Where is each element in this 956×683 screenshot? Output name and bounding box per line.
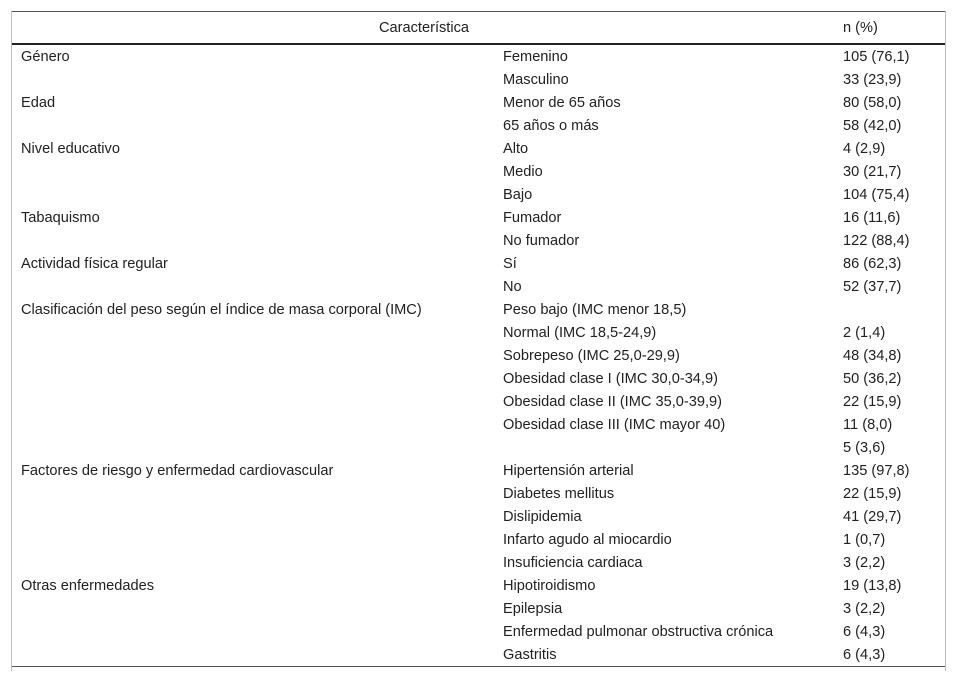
row-value: 3 (2,2) [843,554,886,571]
table-row [11,275,945,298]
table-header [11,12,945,45]
row-category [11,551,503,574]
row-category: Clasificación del peso según el índice de masa corporal (IMC) [21,301,422,318]
row-value: 16 (11,6) [843,209,901,226]
row-value: 11 (8,0) [843,416,893,433]
header-row [11,12,945,45]
table-row [11,574,945,597]
row-category [11,597,503,620]
row-value: 2 (1,4) [843,324,886,341]
row-category: Edad [21,94,56,111]
row-category: Tabaquismo [21,209,100,226]
characteristics-table-container [11,11,945,667]
row-item: Masculino [503,71,569,88]
row-category [11,183,503,206]
row-category [11,344,503,367]
row-value: 41 (29,7) [843,508,902,525]
table-row [11,321,945,344]
row-category [11,321,503,344]
row-item [503,436,837,459]
row-item: Obesidad clase III (IMC mayor 40) [503,416,726,433]
row-item: Gastritis [503,643,837,667]
table-row [11,413,945,436]
row-value: 1 (0,7) [843,531,886,548]
table-row [11,68,945,91]
table-row [11,459,945,482]
row-item: Hipotiroidismo [503,577,596,594]
row-item: Sí [503,255,517,272]
row-category: Actividad física regular [21,255,168,272]
row-value: 33 (23,9) [843,71,902,88]
row-item: Epilepsia [503,600,563,617]
row-value: 80 (58,0) [843,94,902,111]
row-value: 22 (15,9) [843,393,902,410]
table-row [11,344,945,367]
row-category [11,275,503,298]
row-value: 48 (34,8) [843,347,902,364]
row-item: Sobrepeso (IMC 25,0-29,9) [503,347,680,364]
row-category: Nivel educativo [21,140,120,157]
row-category [11,436,503,459]
row-category [11,643,503,667]
row-item: Menor de 65 años [503,94,621,111]
row-category [11,160,503,183]
row-item: Alto [503,140,529,157]
row-category: Factores de riesgo y enfermedad cardiovascular [21,462,334,479]
table-row [11,482,945,505]
row-value: 6 (4,3) [843,623,886,640]
row-value: 50 (36,2) [843,370,902,387]
table-row [11,229,945,252]
row-category [11,68,503,91]
table-row [11,44,945,68]
row-item: Bajo [503,186,533,203]
table-row [11,206,945,229]
row-value: 58 (42,0) [843,117,902,134]
table-row [11,436,945,459]
row-item: Peso bajo (IMC menor 18,5) [503,301,687,318]
row-value [837,298,945,321]
table-row [11,505,945,528]
row-value: 104 (75,4) [843,186,910,203]
row-value: 4 (2,9) [843,140,886,157]
row-category [11,229,503,252]
row-category [11,390,503,413]
row-item: Medio [503,163,543,180]
row-category: Otras enfermedades [21,577,155,594]
row-item: No fumador [503,232,580,249]
table-row [11,551,945,574]
row-value: 86 (62,3) [843,255,902,272]
header-characteristic: Característica [11,12,837,45]
row-category [11,528,503,551]
row-item: Fumador [503,209,562,226]
row-item: Infarto agudo al miocardio [503,531,672,548]
row-item: 65 años o más [503,117,599,134]
table-body [11,44,945,667]
row-item: Obesidad clase II (IMC 35,0-39,9) [503,393,723,410]
row-category [11,505,503,528]
row-item: Normal (IMC 18,5-24,9) [503,324,657,341]
row-value: 30 (21,7) [843,163,902,180]
table-row [11,528,945,551]
row-category: Género [21,48,70,65]
row-item: Dislipidemia [503,508,582,525]
row-value: 6 (4,3) [837,643,945,667]
table-row [11,114,945,137]
row-item: Diabetes mellitus [503,485,615,502]
row-item: Hipertensión arterial [503,462,634,479]
table-row [11,367,945,390]
row-category [11,620,503,643]
row-category [11,413,503,436]
table-row [11,160,945,183]
table-row [11,183,945,206]
row-value: 5 (3,6) [843,439,886,456]
row-category [11,114,503,137]
table-row [11,298,945,321]
row-value: 3 (2,2) [843,600,886,617]
row-item: No [503,278,522,295]
table-row [11,252,945,275]
table-row [11,390,945,413]
header-n-percent: n (%) [837,12,945,45]
row-category [11,367,503,390]
table-row [11,620,945,643]
row-value: 19 (13,8) [843,577,902,594]
row-value: 135 (97,8) [843,462,910,479]
row-value: 122 (88,4) [843,232,910,249]
row-item: Obesidad clase I (IMC 30,0-34,9) [503,370,718,387]
table-row [11,597,945,620]
characteristics-table [11,11,945,667]
row-value: 105 (76,1) [843,48,910,65]
row-item: Insuficiencia cardiaca [503,554,643,571]
row-category [11,482,503,505]
table-row [11,91,945,114]
row-value: 52 (37,7) [843,278,902,295]
row-item: Enfermedad pulmonar obstructiva crónica [503,623,774,640]
row-value: 22 (15,9) [843,485,902,502]
row-item: Femenino [503,48,568,65]
table-row [11,137,945,160]
table-row [11,643,945,667]
